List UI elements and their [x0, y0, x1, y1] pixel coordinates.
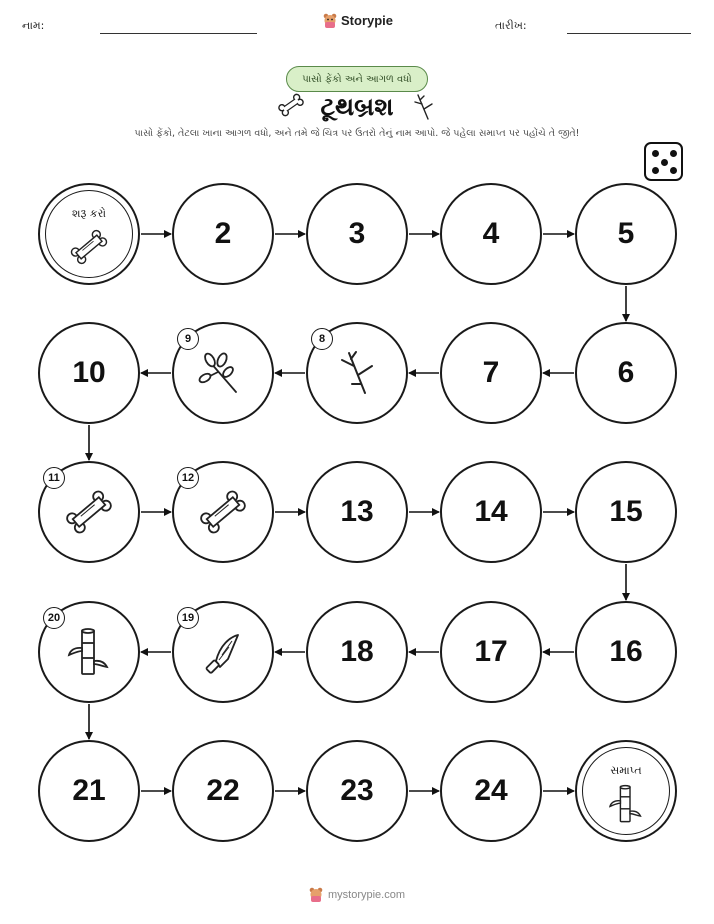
number-space [440, 740, 542, 842]
number-space [575, 322, 677, 424]
bone-icon [64, 487, 114, 537]
space-number: 6 [617, 356, 635, 389]
brand-name: Storypie [341, 13, 394, 28]
die-pip [670, 167, 677, 174]
number-space [306, 740, 408, 842]
footer [0, 887, 714, 902]
instructions: પાસો ફેંકો, તેટલા ખાના આગળ વધો, અને તમે જે ચિત્ર પર ઉતરો તેનું નામ આપો. જે પહેલા સમાપ્ત પર પહોંચે તે જીતે! [134, 128, 580, 139]
bamboo-icon [606, 784, 646, 824]
space-number-badge: 9 [177, 328, 199, 350]
number-space [575, 601, 677, 703]
space-number: 10 [72, 356, 106, 389]
picture-space [38, 461, 140, 563]
space-number: 24 [474, 774, 508, 807]
space-number: 15 [609, 495, 643, 528]
twig-icon [332, 348, 382, 398]
number-space [440, 601, 542, 703]
picture-space [172, 322, 274, 424]
name-label: નામ: [22, 19, 45, 32]
space-number-badge: 12 [177, 467, 199, 489]
start-label: શરૂ કરો [71, 207, 107, 220]
pill-label: પાસો ફેંકો અને આગળ વધો [302, 73, 412, 85]
die-pip [652, 167, 659, 174]
picture-space [38, 601, 140, 703]
space-number: 23 [340, 774, 374, 807]
picture-space [172, 601, 274, 703]
space-number: 7 [482, 356, 500, 389]
bear-logo-icon [309, 887, 323, 902]
number-space [172, 183, 274, 285]
space-number: 16 [609, 635, 643, 668]
space-number: 4 [482, 217, 500, 250]
number-space [575, 461, 677, 563]
space-number: 21 [72, 774, 106, 807]
number-space [306, 183, 408, 285]
game-type-pill [286, 66, 428, 92]
dice-icon[interactable] [644, 142, 683, 181]
space-number: 14 [474, 495, 508, 528]
number-space [440, 183, 542, 285]
footer-url[interactable]: mystorypie.com [327, 888, 406, 901]
space-number-badge: 20 [43, 607, 65, 629]
bone-icon [198, 487, 248, 537]
bone-icon [69, 227, 109, 267]
date-line[interactable] [567, 33, 691, 34]
space-number-badge: 19 [177, 607, 199, 629]
space-number: 22 [206, 774, 240, 807]
number-space [440, 322, 542, 424]
die-pip [652, 150, 659, 157]
leafy-twig-icon [198, 348, 248, 398]
twig-icon [410, 92, 436, 122]
die-pip [661, 159, 668, 166]
space-number: 13 [340, 495, 374, 528]
page-title: ટૂથબ્રશ [320, 92, 394, 121]
number-space [306, 601, 408, 703]
finish-space [575, 740, 677, 842]
number-space [38, 740, 140, 842]
space-number: 5 [617, 217, 635, 250]
bamboo-icon [64, 627, 114, 677]
space-number-badge: 11 [43, 467, 65, 489]
number-space [38, 322, 140, 424]
number-space [172, 740, 274, 842]
brand-logo [323, 13, 393, 28]
bear-logo-icon [323, 13, 337, 28]
space-number: 17 [474, 635, 508, 668]
space-number: 2 [214, 217, 232, 250]
brush-icon [198, 627, 248, 677]
space-number: 3 [348, 217, 366, 250]
picture-space [172, 461, 274, 563]
number-space [440, 461, 542, 563]
start-space [38, 183, 140, 285]
number-space [575, 183, 677, 285]
number-space [306, 461, 408, 563]
space-number-badge: 8 [311, 328, 333, 350]
name-line[interactable] [100, 33, 257, 34]
finish-label: સમાપ્ત [610, 764, 642, 777]
date-label: તારીખ: [495, 19, 527, 32]
die-pip [670, 150, 677, 157]
space-number: 18 [340, 635, 374, 668]
picture-space [306, 322, 408, 424]
